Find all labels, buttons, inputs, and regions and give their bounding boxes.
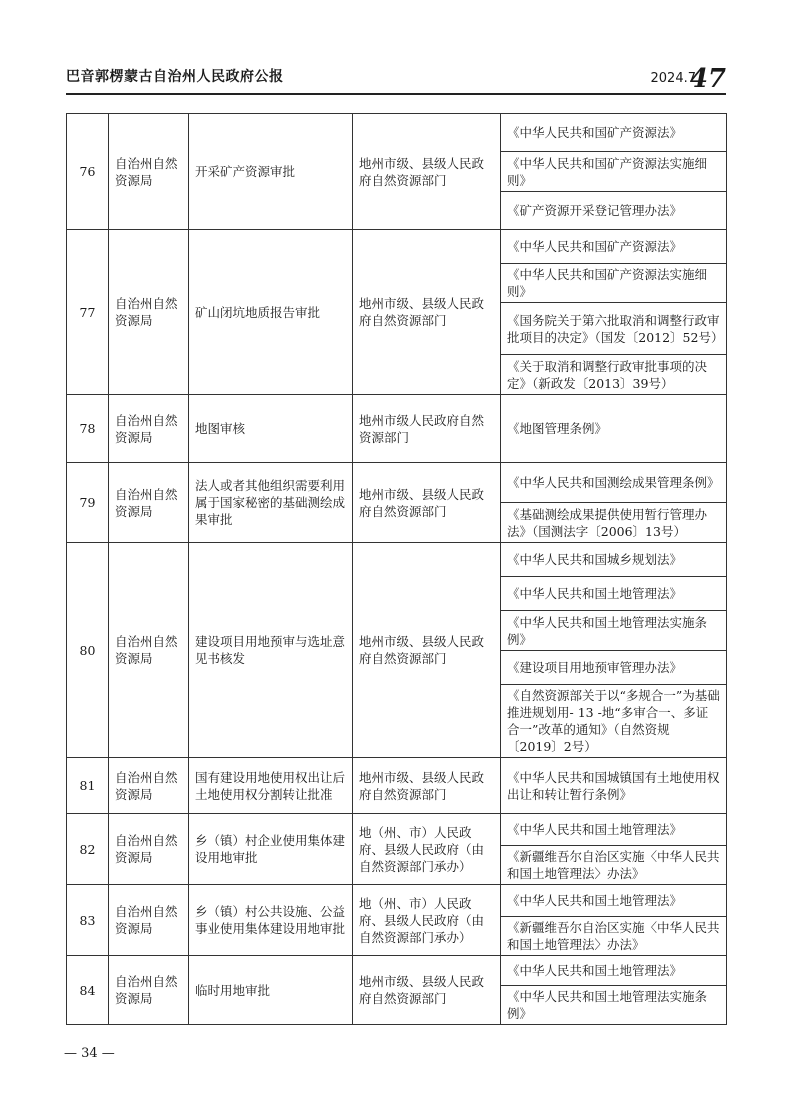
gazette-title: 巴音郭楞蒙古自治州人民政府公报 bbox=[66, 69, 284, 85]
table-row bbox=[67, 758, 727, 814]
item-number: 76 bbox=[67, 114, 109, 230]
department-cell: 自治州自然资源局 bbox=[109, 230, 189, 395]
table-row bbox=[67, 814, 727, 846]
legal-basis-cell: 《中华人民共和国土地管理法》 bbox=[501, 885, 727, 917]
legal-basis-cell: 《中华人民共和国矿产资源法》 bbox=[501, 230, 727, 264]
approval-items-table bbox=[66, 113, 727, 1025]
approval-item-cell: 矿山闭坑地质报告审批 bbox=[189, 230, 353, 395]
page-number: — 34 — bbox=[64, 1046, 115, 1061]
legal-basis-cell: 《地图管理条例》 bbox=[501, 395, 727, 463]
item-number: 84 bbox=[67, 956, 109, 1025]
legal-basis-cell: 《建设项目用地预审管理办法》 bbox=[501, 651, 727, 685]
department-cell: 自治州自然资源局 bbox=[109, 395, 189, 463]
approval-item-cell: 建设项目用地预审与选址意见书核发 bbox=[189, 543, 353, 758]
item-number: 80 bbox=[67, 543, 109, 758]
legal-basis-cell: 《矿产资源开采登记管理办法》 bbox=[501, 192, 727, 230]
implementing-level-cell: 地州市级、县级人民政府自然资源部门 bbox=[353, 463, 501, 543]
approval-item-cell: 乡（镇）村企业使用集体建设用地审批 bbox=[189, 814, 353, 885]
header-rule bbox=[66, 93, 726, 95]
approval-item-cell: 临时用地审批 bbox=[189, 956, 353, 1025]
department-cell: 自治州自然资源局 bbox=[109, 463, 189, 543]
legal-basis-cell: 《自然资源部关于以“多规合一”为基础推进规划用- 13 -地“多审合一、多证合一”改革的通知》（自然资规〔2019〕2号） bbox=[501, 685, 727, 758]
table-row bbox=[67, 395, 727, 463]
issue-number: 47 bbox=[689, 64, 726, 94]
legal-basis-cell: 《中华人民共和国城乡规划法》 bbox=[501, 543, 727, 577]
legal-basis-cell: 《新疆维吾尔自治区实施〈中华人民共和国土地管理法〉办法》 bbox=[501, 917, 727, 956]
department-cell: 自治州自然资源局 bbox=[109, 543, 189, 758]
legal-basis-cell: 《中华人民共和国土地管理法》 bbox=[501, 956, 727, 986]
legal-basis-cell: 《中华人民共和国矿产资源法实施细则》 bbox=[501, 264, 727, 303]
legal-basis-cell: 《中华人民共和国测绘成果管理条例》 bbox=[501, 463, 727, 503]
legal-basis-cell: 《新疆维吾尔自治区实施〈中华人民共和国土地管理法〉办法》 bbox=[501, 846, 727, 885]
legal-basis-cell: 《国务院关于第六批取消和调整行政审批项目的决定》（国发〔2012〕52号） bbox=[501, 303, 727, 355]
legal-basis-cell: 《中华人民共和国土地管理法》 bbox=[501, 577, 727, 611]
implementing-level-cell: 地州市级、县级人民政府自然资源部门 bbox=[353, 956, 501, 1025]
legal-basis-cell: 《关于取消和调整行政审批事项的决定》（新政发〔2013〕39号） bbox=[501, 355, 727, 395]
approval-item-cell: 开采矿产资源审批 bbox=[189, 114, 353, 230]
department-cell: 自治州自然资源局 bbox=[109, 956, 189, 1025]
item-number: 81 bbox=[67, 758, 109, 814]
implementing-level-cell: 地州市级、县级人民政府自然资源部门 bbox=[353, 114, 501, 230]
table-row bbox=[67, 885, 727, 917]
legal-basis-cell: 《中华人民共和国土地管理法实施条例》 bbox=[501, 611, 727, 651]
approval-item-cell: 乡（镇）村公共设施、公益事业使用集体建设用地审批 bbox=[189, 885, 353, 956]
approval-item-cell: 法人或者其他组织需要利用属于国家秘密的基础测绘成果审批 bbox=[189, 463, 353, 543]
implementing-level-cell: 地州市级、县级人民政府自然资源部门 bbox=[353, 543, 501, 758]
implementing-level-cell: 地州市级、县级人民政府自然资源部门 bbox=[353, 758, 501, 814]
table-row bbox=[67, 114, 727, 152]
item-number: 79 bbox=[67, 463, 109, 543]
department-cell: 自治州自然资源局 bbox=[109, 758, 189, 814]
legal-basis-cell: 《基础测绘成果提供使用暂行管理办法》（国测法字〔2006〕13号） bbox=[501, 503, 727, 543]
legal-basis-cell: 《中华人民共和国城镇国有土地使用权出让和转让暂行条例》 bbox=[501, 758, 727, 814]
table-row bbox=[67, 230, 727, 264]
department-cell: 自治州自然资源局 bbox=[109, 114, 189, 230]
item-number: 82 bbox=[67, 814, 109, 885]
table-row bbox=[67, 956, 727, 986]
legal-basis-cell: 《中华人民共和国矿产资源法实施细则》 bbox=[501, 152, 727, 192]
department-cell: 自治州自然资源局 bbox=[109, 885, 189, 956]
legal-basis-cell: 《中华人民共和国矿产资源法》 bbox=[501, 114, 727, 152]
table-row bbox=[67, 463, 727, 503]
department-cell: 自治州自然资源局 bbox=[109, 814, 189, 885]
implementing-level-cell: 地州市级、县级人民政府自然资源部门 bbox=[353, 230, 501, 395]
item-number: 77 bbox=[67, 230, 109, 395]
item-number: 83 bbox=[67, 885, 109, 956]
implementing-level-cell: 地（州、市）人民政府、县级人民政府（由自然资源部门承办） bbox=[353, 814, 501, 885]
approval-item-cell: 地图审核 bbox=[189, 395, 353, 463]
legal-basis-cell: 《中华人民共和国土地管理法》 bbox=[501, 814, 727, 846]
legal-basis-cell: 《中华人民共和国土地管理法实施条例》 bbox=[501, 986, 727, 1025]
issue-date: 2024.7 bbox=[650, 71, 696, 86]
implementing-level-cell: 地州市级人民政府自然资源部门 bbox=[353, 395, 501, 463]
table-row bbox=[67, 543, 727, 577]
page-header bbox=[66, 60, 726, 92]
approval-item-cell: 国有建设用地使用权出让后土地使用权分割转让批准 bbox=[189, 758, 353, 814]
implementing-level-cell: 地（州、市）人民政府、县级人民政府（由自然资源部门承办） bbox=[353, 885, 501, 956]
item-number: 78 bbox=[67, 395, 109, 463]
